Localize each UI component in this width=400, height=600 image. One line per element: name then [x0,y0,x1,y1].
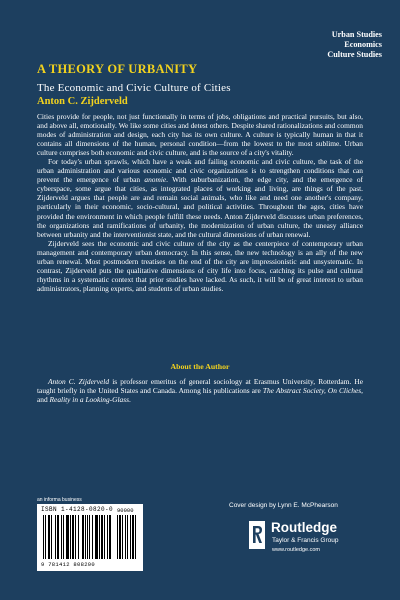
barcode-bar [61,515,62,559]
ean-barcode-bars [43,515,111,561]
cover-design-credit: Cover design by Lynn E. McPhearson [229,502,338,509]
barcode-bar [85,515,86,559]
barcode-bar [82,515,84,559]
barcode-bar [130,515,131,559]
isbn-label: ISBN 1-4128-0820-0 [41,506,114,513]
barcode-bar [43,515,44,559]
publication-reality: Reality in a Looking-Glass [49,395,129,405]
barcode-bar [72,515,74,559]
barcode-bar [89,515,90,559]
publisher-group: Taylor & Francis Group [272,537,339,544]
anomie-term: anomie [144,175,167,185]
barcode-bar [135,515,136,559]
publication-titles: The Abstract Society, On Cliches [262,386,362,396]
informa-tagline: an informa business [37,497,82,503]
subject-economics: Economics [344,40,382,49]
barcode-bar [125,515,126,559]
barcode-bar [55,515,56,559]
barcode-bar [99,515,100,559]
book-title: A THEORY OF URBANITY [37,62,198,76]
barcode [37,504,143,571]
barcode-bar [107,515,108,559]
barcode-bar [117,515,118,559]
barcode-bar [87,515,88,559]
description-paragraph-1: Cities provide for people, not just functionally in terms of jobs, obligations and practical pursuits, but also, and above all, emotionally. We like some cities and detest others. Despite shared rationalizations and common modes of administration and design, each city has its own culture. A culture is typically human in that it contains all dimensions of the human, personal condition—from the lowest to the most sublime. Urban culture comprises both economic and civic culture, and is the source of a city's vitality. [37,112,363,158]
price-code: 90000 [117,507,134,514]
about-author-heading: About the Author [170,362,230,371]
routledge-logo-icon [249,521,265,549]
barcode-bar [109,515,111,559]
book-subtitle: The Economic and Civic Culture of Cities [37,82,231,94]
subject-categories [327,30,382,60]
barcode-bar [48,515,50,559]
description-p2-text: For today's urban sprawls, which have a weak and failing economic and civic culture, the task of the urban administration and various economic and civic organizations is to strengthen conditions that can prevent the emergence of urban [37,157,363,185]
bio-text: is professor emeritus of general sociology at Erasmus University, Rotterdam. He taught briefly in the United States and Canada. Among his publications are [37,377,363,396]
subject-culture-studies: Culture Studies [327,50,382,59]
description-paragraph-3: Zijderveld sees the economic and civic culture of the city as the centerpiece of contemporary urban management and contemporary urban democracy. In this sense, the new technology is an ally of the new urban renewal. Most postmodern treatises on the end of the city are impressionistic and unsystematic. In contrast, Zijderveld puts the qualitative dimensions of city life into focus, catching its pulse and cultural rhythms in a systematic context that prior studies have lacked. As such, it will be of great interest to urban administrators, planning experts, and students of urban studies. [37,238,363,293]
price-barcode-bars [117,515,139,561]
barcode-bar [92,515,93,559]
publisher-url[interactable]: www.routledge.com [272,547,320,553]
barcode-bar [78,515,79,559]
book-description [37,112,363,293]
barcode-bar [57,515,59,559]
bio-conjunction: , and [37,386,363,405]
bio-author-name: Anton C. Zijderveld [48,377,110,386]
subject-urban-studies: Urban Studies [331,30,382,39]
barcode-bar [127,515,128,559]
barcode-bar [95,515,98,559]
barcode-bar [101,515,103,559]
barcode-bar [66,515,69,559]
barcode-digits: 9 781412 808200 [41,561,96,568]
barcode-bar [75,515,76,559]
author-bio-paragraph [37,377,363,404]
barcode-bar [104,515,105,559]
barcode-bar [70,515,71,559]
bio-end: . [128,395,131,405]
publisher-name: Routledge [271,520,337,535]
author-name: Anton C. Zijderveld [37,96,128,107]
description-p2-continued: . With suburbanization, the edge city, and the emergence of cyberspace, some argue that cities, as integrated places of working and living, are things of the past. Zijderveld argues that people are and remain social animals, who like and need one another's company, particularly in their economic, socio-cultural, and political activities. Throughout the ages, cities have provided the environment in which people fulfill these needs. Anton Zijderveld discusses urban preferences, the organizations and ramifications of urbanity, the modernization of urban culture, the uneasy alliance between urbanity and the interventionist state, and the cultural dimensions of urban renewal. [37,175,363,239]
author-bio [37,377,363,404]
barcode-bar [51,515,52,559]
barcode-bar [63,515,64,559]
barcode-bar [122,515,123,559]
barcode-bar [119,515,121,559]
barcode-bar [45,515,46,559]
description-paragraph-2 [37,157,363,238]
barcode-bar [132,515,134,559]
